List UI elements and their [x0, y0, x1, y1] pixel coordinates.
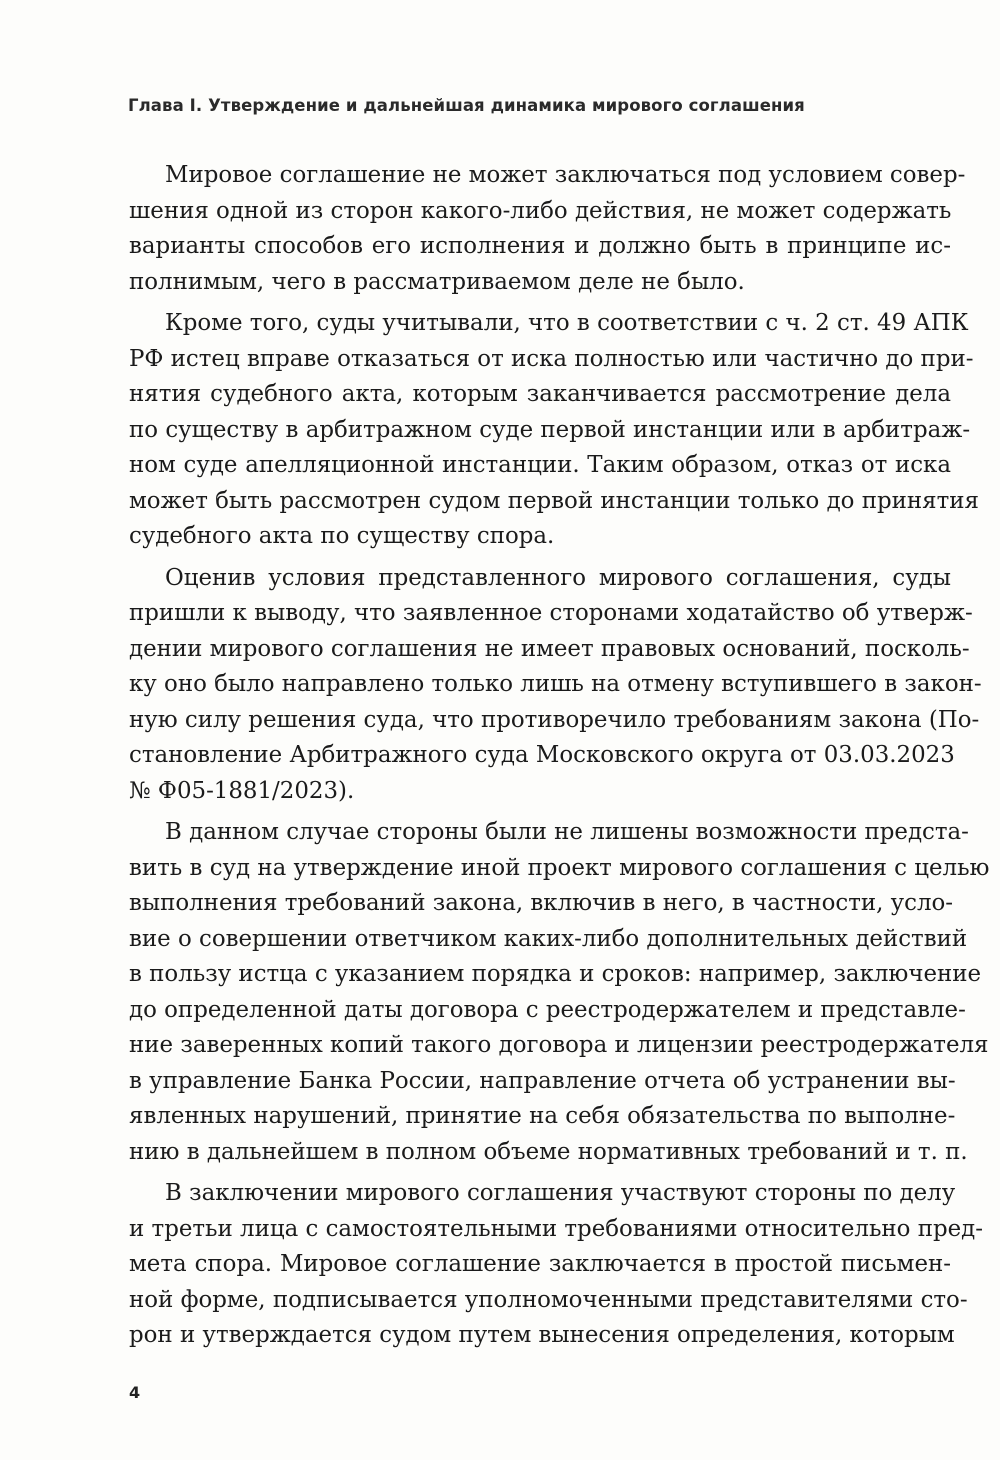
paragraph-line: до определенной даты договора с реестродержателем и представле-	[129, 996, 966, 1023]
paragraph-line: В данном случае стороны были не лишены возможности предста-	[165, 819, 969, 845]
paragraph-line: вие о совершении ответчиком каких-либо дополнительных действий	[129, 925, 968, 952]
paragraph-5	[129, 1176, 984, 1354]
paragraph-line: рон и утверждается судом путем вынесения определения, которым	[129, 1322, 955, 1348]
running-head: Глава I. Утверждение и дальнейшая динамика мирового соглашения	[128, 96, 805, 115]
paragraph-line: пришли к выводу, что заявленное сторонами ходатайство об утверж-	[129, 600, 973, 626]
paragraph-line: явленных нарушений, принятие на себя обязательства по выполне-	[129, 1103, 956, 1129]
paragraph-line: дении мирового соглашения не имеет правовых оснований, посколь-	[129, 635, 970, 662]
paragraph-line: мета спора. Мировое соглашение заключается в простой письмен-	[129, 1251, 951, 1277]
page-number: 4	[129, 1383, 141, 1402]
paragraph-line: полнимым, чего в рассматриваемом деле не было.	[129, 268, 745, 295]
paragraph-line: Мировое соглашение не может заключаться под условием совер-	[165, 162, 966, 188]
paragraph-3	[129, 561, 982, 810]
paragraph-line: вить в суд на утверждение иной проект мирового соглашения с целью	[129, 854, 990, 881]
paragraph-line: становление Арбитражного суда Московского округа от 03.03.2023	[129, 742, 955, 768]
paragraph-line: ном суде апелляционной инстанции. Таким образом, отказ от иска	[129, 452, 951, 478]
paragraph-line: варианты способов его исполнения и должно быть в принципе ис-	[129, 233, 951, 259]
paragraph-line: ной форме, подписывается уполномоченными представителями сто-	[129, 1286, 968, 1313]
paragraph-line: может быть рассмотрен судом первой инстанции только до принятия	[129, 487, 979, 514]
paragraph-line: по существу в арбитражном суде первой инстанции или в арбитраж-	[129, 416, 971, 443]
paragraph-line: в пользу истца с указанием порядка и сроков: например, заключение	[129, 961, 982, 987]
paragraph-line: № Ф05-1881/2023).	[129, 777, 355, 804]
paragraph-2	[129, 306, 979, 555]
paragraph-line: шения одной из сторон какого-либо действия, не может содержать	[129, 197, 952, 224]
body-text	[129, 158, 990, 1354]
paragraph-line: ку оно было направлено только лишь на отмену вступившего в закон-	[129, 671, 982, 697]
paragraph-line: в управление Банка России, направление отчета об устранении вы-	[129, 1067, 956, 1094]
paragraph-line: нятия судебного акта, которым заканчивается рассмотрение дела	[129, 381, 951, 407]
paragraph-1	[129, 158, 966, 300]
paragraph-line: нию в дальнейшем в полном объеме нормативных требований и т. п.	[129, 1138, 968, 1165]
paragraph-line: выполнения требований закона, включив в него, в частности, усло-	[129, 890, 954, 916]
paragraph-line: Оценив условия представленного мирового соглашения, суды	[165, 564, 951, 591]
paragraph-line: ную силу решения суда, что противоречило требованиям закона (По-	[129, 706, 980, 733]
paragraph-line: Кроме того, суды учитывали, что в соответствии с ч. 2 ст. 49 АПК	[165, 310, 969, 336]
paragraph-line: РФ истец вправе отказаться от иска полностью или частично до при-	[129, 345, 974, 372]
paragraph-line: и третьи лица с самостоятельными требованиями относительно пред-	[129, 1215, 984, 1242]
paragraph-line: ние заверенных копий такого договора и лицензии реестродержателя	[129, 1032, 989, 1058]
paragraph-line: судебного акта по существу спора.	[129, 523, 555, 549]
paragraph-line: В заключении мирового соглашения участвуют стороны по делу	[165, 1180, 956, 1206]
paragraph-4	[129, 815, 990, 1170]
